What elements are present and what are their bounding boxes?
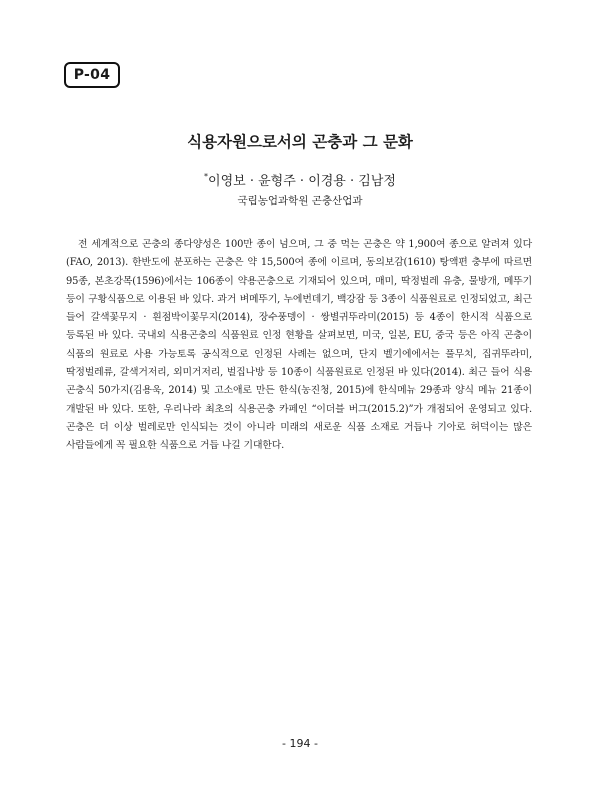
page-number: - 194 -	[282, 737, 318, 750]
author-affiliation: 국립농업과학원 곤충산업과	[237, 195, 363, 207]
author-list	[0, 170, 600, 189]
session-code-badge: P-04	[64, 62, 120, 88]
abstract-paragraph: 전 세계적으로 곤충의 종다양성은 100만 종이 넘으며, 그 중 먹는 곤충은 약 1,900여 종으로 알려져 있다(FAO, 2013). 한반도에 분포하는 곤충은 약 15,500여 종에 이르며, 동의보감(1610) 탕액편 충부에 따르면 95종, 본초강목(1596)에서는 106종이 약용곤충으로 기재되어 있으며, 매미, 딱정벌레 유충, 물방개, 메뚜기 등이 구황식품으로 이용된 바 있다. 과거 벼메뚜기, 누에번데기, 백강잠 등 3종이 식품원료로 인정되었고, 최근 들어 갈색꽃무지 · 흰점박이꽃무지(2014), 장수풍뎅이 · 쌍별귀뚜라미(2015) 등 4종이 한시적 식품으로 등록된 바 있다. 국내외 식용곤충의 식품원료 인정 현황을 살펴보면, 미국, 일본, EU, 중국 등은 아직 곤충이 식품의 원료로 사용 가능토록 공식적으로 인정된 사례는 없으며, 단지 벨기에에서는 풀무치, 집귀뚜라미, 딱정벌레류, 갈색거저리, 외미거저리, 벌집나방 등 10종이 식품원료로 인정된 바 있다(2014). 최근 들어 식용 곤충식 50가지(김용욱, 2014) 및 고소애로 만든 한식(농진청, 2015)에 한식메뉴 29종과 양식 메뉴 21종이 개발된 바 있다. 또한, 우리나라 최초의 식용곤충 카페인 “이더블 버그(2015.2)”가 개점되어 운영되고 있다. 곤충은 더 이상 벌레로만 인식되는 것이 아니라 미래의 새로운 식품 소재로 거듭나 기아로 허덕이는 많은 사람들에게 꼭 필요한 식품으로 거듭 나길 기대한다.	[66, 239, 532, 452]
paper-title: 식용자원으로서의 곤충과 그 문화	[187, 133, 413, 151]
author-names: 이영보 · 윤형주 · 이경용 · 김남정	[208, 174, 396, 189]
corresponding-author-marker: *	[204, 172, 209, 181]
